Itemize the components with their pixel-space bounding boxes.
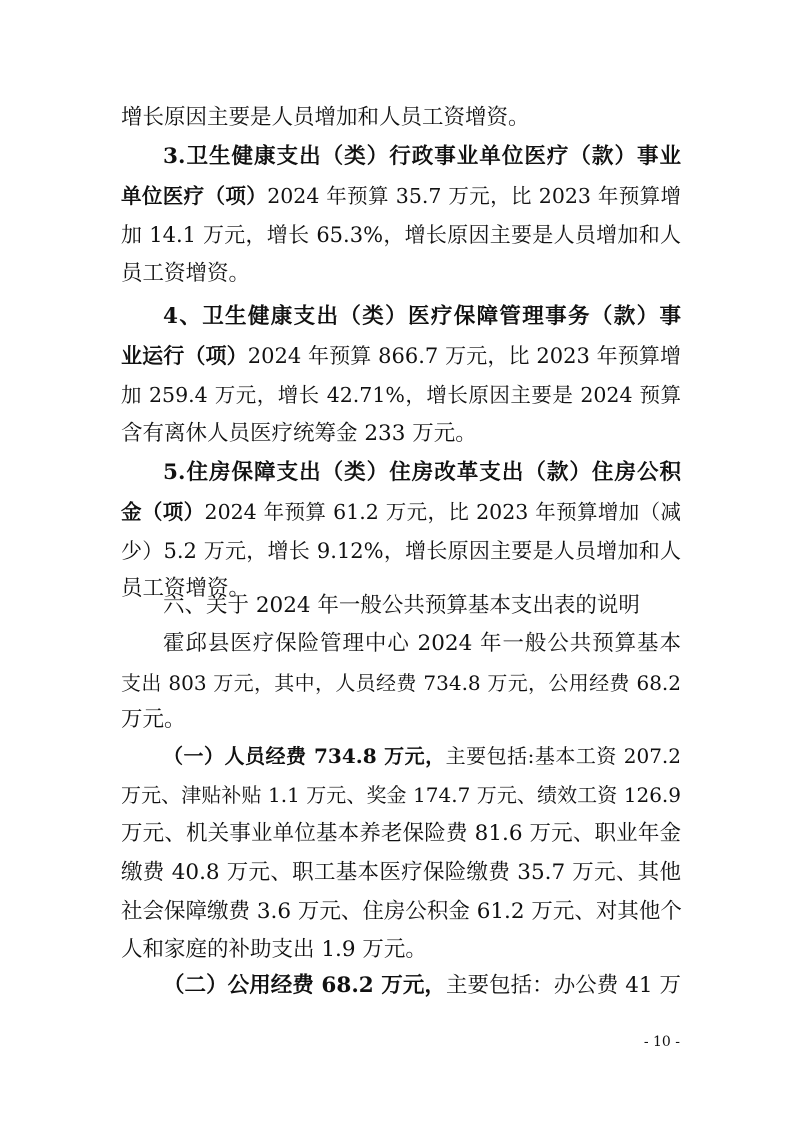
text-line: 人和家庭的补助支出 1.9 万元。	[121, 937, 427, 962]
text-line: 金（项）2024 年预算 61.2 万元，比 2023 年预算增加（减	[121, 500, 681, 524]
section-heading: 六、关于 2024 年一般公共预算基本支出表的说明	[163, 593, 640, 618]
text-line: 加 14.1 万元，增长 65.3%，增长原因主要是人员增加和人	[121, 223, 681, 247]
text-line: 单位医疗（项）2024 年预算 35.7 万元，比 2023 年预算增	[121, 184, 681, 208]
text-line: 业运行（项）2024 年预算 866.7 万元，比 2023 年预算增	[121, 343, 681, 368]
text-line: 少）5.2 万元，增长 9.12%，增长原因主要是人员增加和人	[121, 539, 681, 563]
text-line: 万元、津贴补贴 1.1 万元、奖金 174.7 万元、绩效工资 126.9	[121, 783, 681, 807]
text-line: 支出 803 万元，其中，人员经费 734.8 万元，公用经费 68.2	[121, 671, 681, 695]
text-line: 3.卫生健康支出（类）行政事业单位医疗（款）事业	[163, 144, 681, 169]
text-line: （二）公用经费 68.2 万元，主要包括：办公费 41 万	[163, 973, 681, 998]
text-line: 霍邱县医疗保险管理中心 2024 年一般公共预算基本	[163, 631, 681, 656]
text-line: 员工资增资。	[121, 261, 251, 286]
text-line: 含有离休人员医疗统筹金 233 万元。	[121, 421, 477, 446]
text-line: 4、卫生健康支出（类）医疗保障管理事务（款）事	[163, 304, 681, 329]
text-line: （一）人员经费 734.8 万元，主要包括:基本工资 207.2	[163, 744, 681, 768]
text-line: 增长原因主要是人员增加和人员工资增资。	[121, 105, 530, 130]
text-line: 员工资增资。	[121, 576, 251, 601]
text-line: 万元。	[121, 707, 186, 732]
text-line: 5.住房保障支出（类）住房改革支出（款）住房公积	[163, 460, 681, 485]
text-line: 加 259.4 万元，增长 42.71%，增长原因主要是 2024 预算	[121, 383, 681, 407]
text-line: 社会保障缴费 3.6 万元、住房公积金 61.2 万元、对其他个	[121, 899, 682, 924]
text-line: 万元、机关事业单位基本养老保险费 81.6 万元、职业年金	[121, 821, 681, 846]
page-number: - 10 -	[643, 1034, 680, 1050]
text-line: 缴费 40.8 万元、职工基本医疗保险缴费 35.7 万元、其他	[121, 860, 681, 885]
